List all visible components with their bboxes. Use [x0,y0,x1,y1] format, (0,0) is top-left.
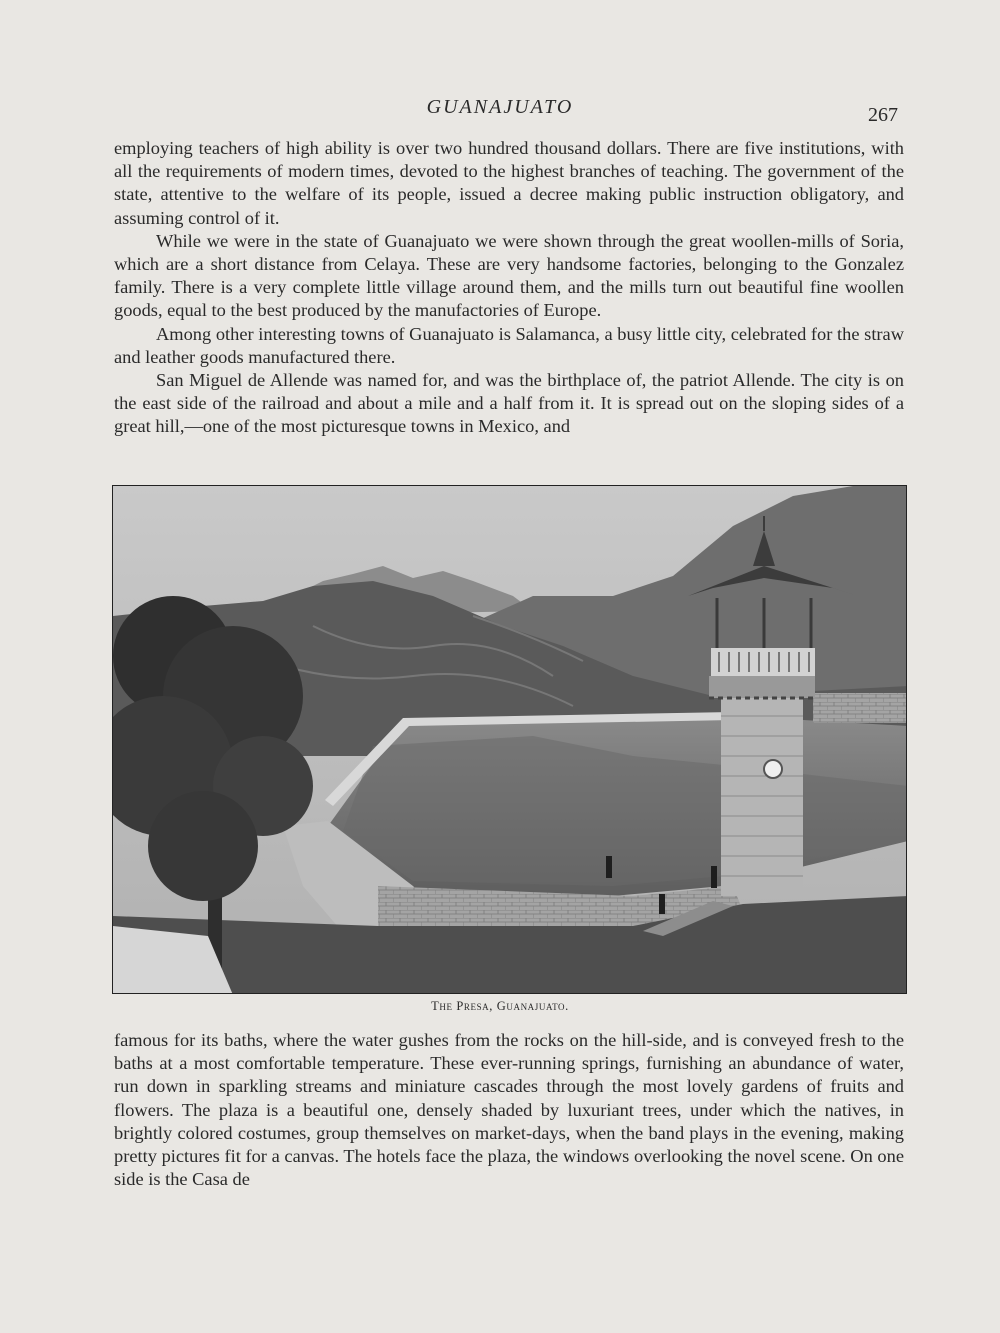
paragraph: Among other interesting towns of Guanajuato is Salamanca, a busy little city, celebrated for the straw and leather goods manufactured there. [114,323,904,367]
photograph-plate [112,485,907,994]
page-number: 267 [868,104,898,126]
paragraph: employing teachers of high ability is over two hundred thousand dollars. There are five institutions, with all the requirements of modern times, devoted to the highest branches of teaching. The government of the state, attentive to the welfare of its people, issued a decree making public instruction obligatory, and assuming control of it. [114,138,904,228]
figure-caption: The Presa, Guanajuato. [431,999,569,1013]
person-figure [659,894,665,914]
paragraph: famous for its baths, where the water gushes from the rocks on the hill-side, and is conveyed fresh to the baths at a most comfortable temperature. These ever-running springs, furnishing an abundance of water, run down in sparkling streams and miniature cascades through the most lovely gardens of fruits and flowers. The plaza is a beautiful one, densely shaded by luxuriant trees, under which the natives, in brightly colored costumes, group themselves on market-days, when the band plays in the evening, making pretty pictures fit for a canvas. The hotels face the plaza, the windows overlooking the novel scene. On one side is the Casa de [114,1030,904,1190]
person-figure [606,856,612,878]
reservoir-photograph [113,486,907,994]
running-title: GUANAJUATO [426,96,574,118]
text-block-bottom [114,1029,904,1191]
rear-wall [813,693,907,723]
clock-face [764,760,782,778]
text-block-top [114,137,904,439]
person-figure [711,866,717,888]
paragraph: San Miguel de Allende was named for, and was the birthplace of, the patriot Allende. The city is on the east side of the railroad and about a mile and a half from it. It is spread out on the sloping sides of a great hill,—one of the most picturesque towns in Mexico, and [114,370,904,437]
paragraph: While we were in the state of Guanajuato we were shown through the great woollen-mills of Soria, which are a short distance from Celaya. These are very handsome factories, belonging to the Gonzalez family. There is a very complete little village around them, and the mills turn out beautiful fine woollen goods, equal to the best produced by the manufactories of Europe. [114,230,904,321]
